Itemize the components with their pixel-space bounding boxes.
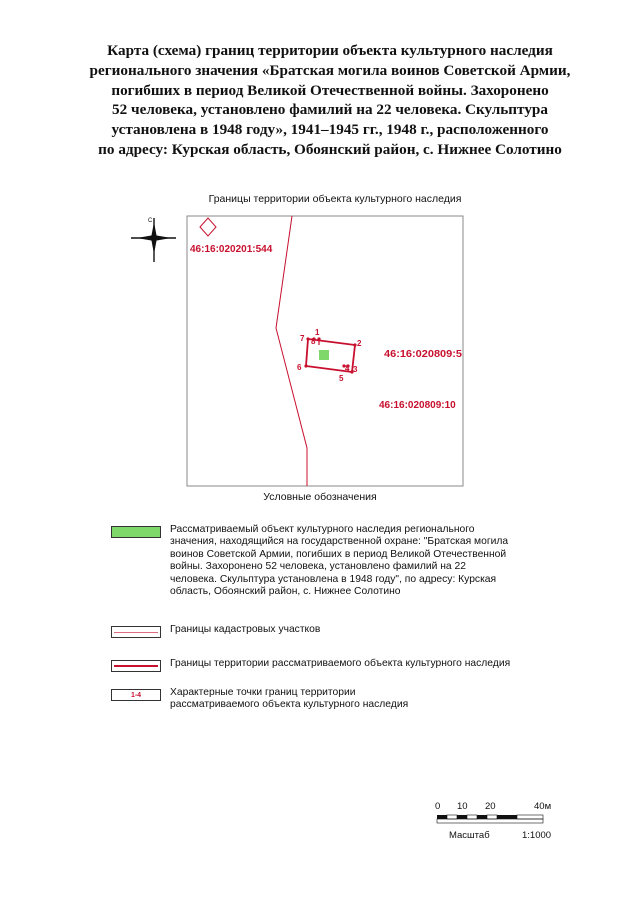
legend-text	[170, 658, 550, 670]
scale-segment	[477, 815, 487, 819]
heritage-object	[319, 350, 329, 360]
point-label: 5	[339, 374, 344, 383]
north-arrow-icon	[131, 218, 176, 262]
legend-swatch-cadastral	[111, 626, 161, 638]
scale-tick-label: 10	[457, 801, 468, 812]
legend-line: значения, находящийся на государственной охране: "Братская могила	[170, 536, 509, 548]
cadastral-number: 46:16:020809:5	[384, 349, 463, 360]
scale-segment	[487, 815, 497, 819]
point-label: 3	[353, 365, 358, 374]
point-label: 8	[311, 337, 316, 346]
scale-bar	[437, 815, 543, 823]
legend-swatch-points: 1-4	[111, 689, 161, 701]
title-line: установлена в 1948 году», 1941–1945 гг., 1948 г., расположенного	[111, 121, 549, 139]
title-line: погибших в период Великой Отечественной войны. Захоронено	[111, 81, 549, 99]
scale-segment	[437, 815, 447, 819]
legend-line: Границы кадастровых участков	[170, 624, 321, 635]
cadastral-boundary	[276, 216, 307, 486]
legend-line: воинов Советской Армии, погибших в период Великой Отечественной	[170, 548, 507, 560]
scale-segment	[447, 815, 457, 819]
legend-line: Границы территории рассматриваемого объекта культурного наследия	[170, 658, 511, 669]
title-line: 52 человека, установлено фамилий на 22 человека. Скульптура	[112, 101, 548, 119]
scale-tick-label: 0	[435, 801, 441, 812]
scale-tick-label: 20	[485, 801, 496, 812]
legend-line: рассматриваемого объекта культурного наследия	[170, 699, 409, 711]
scale-segment	[467, 815, 477, 819]
legend-title: Условные обозначения	[263, 491, 377, 503]
legend-swatch-territory	[111, 660, 161, 672]
point-marker	[317, 337, 320, 340]
legend-line: область, Обоянский район, с. Нижнее Солотино	[170, 586, 401, 598]
point-label: 4	[345, 364, 350, 373]
point-label: 1	[315, 328, 320, 337]
title-line: регионального значения «Братская могила воинов Советской Армии,	[89, 61, 571, 79]
point-label: 7	[300, 334, 305, 343]
point-label: 6	[297, 363, 302, 372]
north-label: С	[148, 218, 153, 224]
title-line: Карта (схема) границ территории объекта культурного наследия	[107, 42, 553, 59]
legend-line: человека. Скульптура установлена в 1948 году", по адресу: Курская	[170, 573, 497, 585]
cadastral-number: 46:16:020201:544	[190, 244, 273, 255]
point-marker	[306, 337, 309, 340]
legend-text	[170, 624, 550, 636]
legend-text	[170, 524, 550, 598]
legend-text	[170, 687, 550, 712]
scale-segment	[497, 815, 517, 819]
legend-line: Характерные точки границ территории	[170, 687, 356, 698]
point-marker	[304, 364, 307, 367]
cadastral-parcel-544	[200, 218, 216, 236]
title-line: по адресу: Курская область, Обоянский район, с. Нижнее Солотино	[98, 140, 562, 158]
point-label: 2	[357, 339, 362, 348]
legend-line: войны. Захоронено 52 человека, установлено фамилий на 22	[170, 561, 466, 573]
scale-ratio: 1:1000	[522, 830, 552, 841]
scale-segment	[437, 819, 543, 823]
scale-segment	[517, 815, 543, 819]
legend-line: Рассматриваемый объект культурного наследия регионального	[170, 524, 475, 535]
cadastral-number: 46:16:020809:10	[379, 400, 456, 411]
scale-tick-label: 40м	[534, 801, 552, 812]
map-caption: Границы территории объекта культурного наследия	[208, 193, 462, 205]
scale-label: Масштаб	[449, 830, 490, 841]
legend-swatch-object	[111, 526, 161, 538]
scale-segment	[457, 815, 467, 819]
